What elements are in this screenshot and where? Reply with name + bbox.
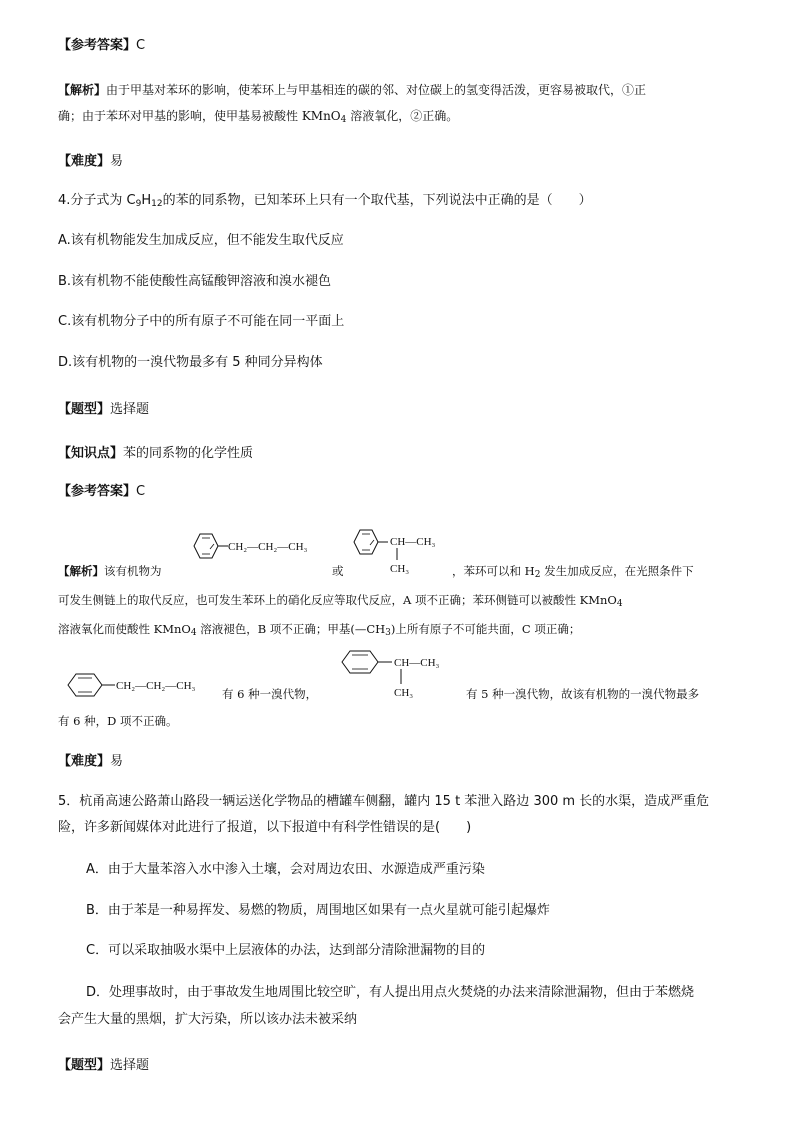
- difficulty-line-1: [58, 152, 123, 172]
- q4-stem: [58, 191, 592, 211]
- analysis-text-2b: 溶液氧化，②正确。: [346, 109, 459, 123]
- q4-analysis-3c: )上所有原子不可能共面，C 项正确；: [390, 622, 581, 636]
- structure-propylbenzene-1: [186, 528, 336, 568]
- q5-option-c: C．可以采取抽吸水渠中上层液体的办法，达到部分清除泄漏物的目的: [86, 943, 486, 958]
- q4-stem-a: 4.分子式为 C: [58, 193, 136, 208]
- q4-analysis-pre: 该有机物为: [104, 564, 162, 578]
- q4-analysis-post-a: ，苯环可以和 H: [452, 564, 535, 578]
- answer-value: C: [136, 38, 146, 53]
- q4-analysis-line-5: 有 6 种，D 项不正确。: [58, 714, 178, 728]
- q5-type-line: [58, 1056, 149, 1076]
- analysis-text-2a: 确；由于苯环对甲基的影响，使甲基易被酸性 KMnO: [58, 109, 341, 123]
- q4-option-a: A.该有机物能发生加成反应，但不能发生取代反应: [58, 233, 344, 248]
- answer-tag: 【参考答案】: [58, 38, 137, 53]
- iso-ch3-label-2: CH₃: [394, 687, 414, 699]
- q4-analysis-post-sub: 2: [534, 570, 541, 580]
- q4-kp-tag: 【知识点】: [58, 446, 124, 461]
- q4-analysis-line-2: [58, 590, 623, 610]
- propyl-chain-label: CH₂—CH₂—CH₃: [228, 541, 308, 553]
- q4-knowledge-line: [58, 444, 253, 464]
- q4-stem-sub2: 12: [151, 199, 163, 209]
- q5-option-b: B．由于苯是一种易挥发、易燃的物质，周围地区如果有一点火星就可能引起爆炸: [86, 903, 550, 918]
- analysis-tag: 【解析】: [58, 83, 107, 97]
- q4-type-tag: 【题型】: [58, 402, 111, 417]
- q5-option-d-2: 会产生大量的黑烟，扩大污染，所以该办法未被采纳: [58, 1012, 358, 1027]
- q5-stem-2: 险，许多新闻媒体对此进行了报道，以下报道中有科学性错误的是( ): [58, 820, 472, 835]
- difficulty-tag: 【难度】: [58, 154, 111, 169]
- q5-type: 选择题: [110, 1058, 150, 1073]
- analysis-line-1: [58, 80, 646, 100]
- q4-analysis-line-1: [58, 561, 162, 581]
- q5-option-d-1: D．处理事故时，由于事故发生地周围比较空旷，有人提出用点火焚烧的办法来清除泄漏物，但由于苯燃烧: [86, 985, 695, 1000]
- q4-difficulty-line: [58, 752, 123, 772]
- q4-analysis-3-sub2: 3: [385, 628, 391, 638]
- structure-cumene-2: [338, 648, 468, 704]
- q4-analysis-line-4a: 有 6 种一溴代物，: [222, 687, 318, 701]
- q5-option-a: A．由于大量苯溶入水中渗入土壤，会对周边农田、水源造成严重污染: [86, 862, 485, 877]
- q4-analysis-3a: 溶液氧化而使酸性 KMnO: [58, 622, 191, 636]
- q4-analysis-tag: 【解析】: [58, 564, 104, 578]
- q4-answer-tag: 【参考答案】: [58, 484, 137, 499]
- propyl-chain-label-2: CH₂—CH₂—CH₃: [116, 680, 196, 692]
- q4-difficulty: 易: [110, 754, 124, 769]
- structure-propylbenzene-2: [60, 668, 220, 704]
- q4-type: 选择题: [110, 402, 150, 417]
- difficulty-value: 易: [110, 154, 124, 169]
- iso-ch3-label: CH₃: [390, 563, 410, 575]
- q4-type-line: [58, 400, 149, 420]
- q4-analysis-line-1b: [452, 561, 694, 581]
- q4-analysis-2-sub: 4: [616, 599, 623, 609]
- q5-type-tag: 【题型】: [58, 1058, 111, 1073]
- q4-analysis-2: 可发生侧链上的取代反应，也可发生苯环上的硝化反应等取代反应，A 项不正确；苯环侧链可以被酸性 KMnO: [58, 593, 617, 607]
- analysis-line-2: [58, 106, 458, 126]
- q4-analysis-3b: 溶液褪色，B 项不正确；甲基(—CH: [196, 622, 386, 636]
- q4-kp: 苯的同系物的化学性质: [123, 446, 254, 461]
- q4-option-b: B.该有机物不能使酸性高锰酸钾溶液和溴水褪色: [58, 274, 332, 289]
- q4-answer: C: [136, 484, 146, 499]
- q4-option-d: D.该有机物的一溴代物最多有 5 种同分异构体: [58, 355, 323, 370]
- q4-analysis-3-sub: 4: [190, 628, 197, 638]
- analysis-sub: 4: [340, 115, 347, 125]
- q4-analysis-line-3: [58, 619, 580, 639]
- q4-difficulty-tag: 【难度】: [58, 754, 111, 769]
- structure-cumene-1: [348, 528, 458, 578]
- q4-option-c: C.该有机物分子中的所有原子不可能在同一平面上: [58, 314, 345, 329]
- q4-analysis-post-b: 发生加成反应，在光照条件下: [540, 564, 694, 578]
- q4-stem-b: H: [141, 193, 152, 208]
- analysis-text-1: 由于甲基对苯环的影响，使苯环上与甲基相连的碳的邻、对位碳上的氢变得活泼，更容易被取代，①正: [106, 83, 647, 97]
- answer-line-1: [58, 36, 145, 56]
- iso-ch-label-2: CH—CH₃: [394, 657, 440, 669]
- q5-stem-1: 5．杭甬高速公路萧山路段一辆运送化学物品的槽罐车侧翻，罐内 15 t 苯泄入路边 300 m 长的水渠，造成严重危: [58, 794, 710, 809]
- q4-answer-line: [58, 482, 145, 502]
- q4-analysis-or: 或: [332, 564, 344, 578]
- q4-stem-c: 的苯的同系物，已知苯环上只有一个取代基，下列说法中正确的是（ ）: [162, 193, 592, 208]
- q4-analysis-line-4b: 有 5 种一溴代物，故该有机物的一溴代物最多: [466, 687, 700, 701]
- iso-ch-label: CH—CH₃: [390, 536, 436, 548]
- q4-stem-sub1: 9: [135, 199, 142, 209]
